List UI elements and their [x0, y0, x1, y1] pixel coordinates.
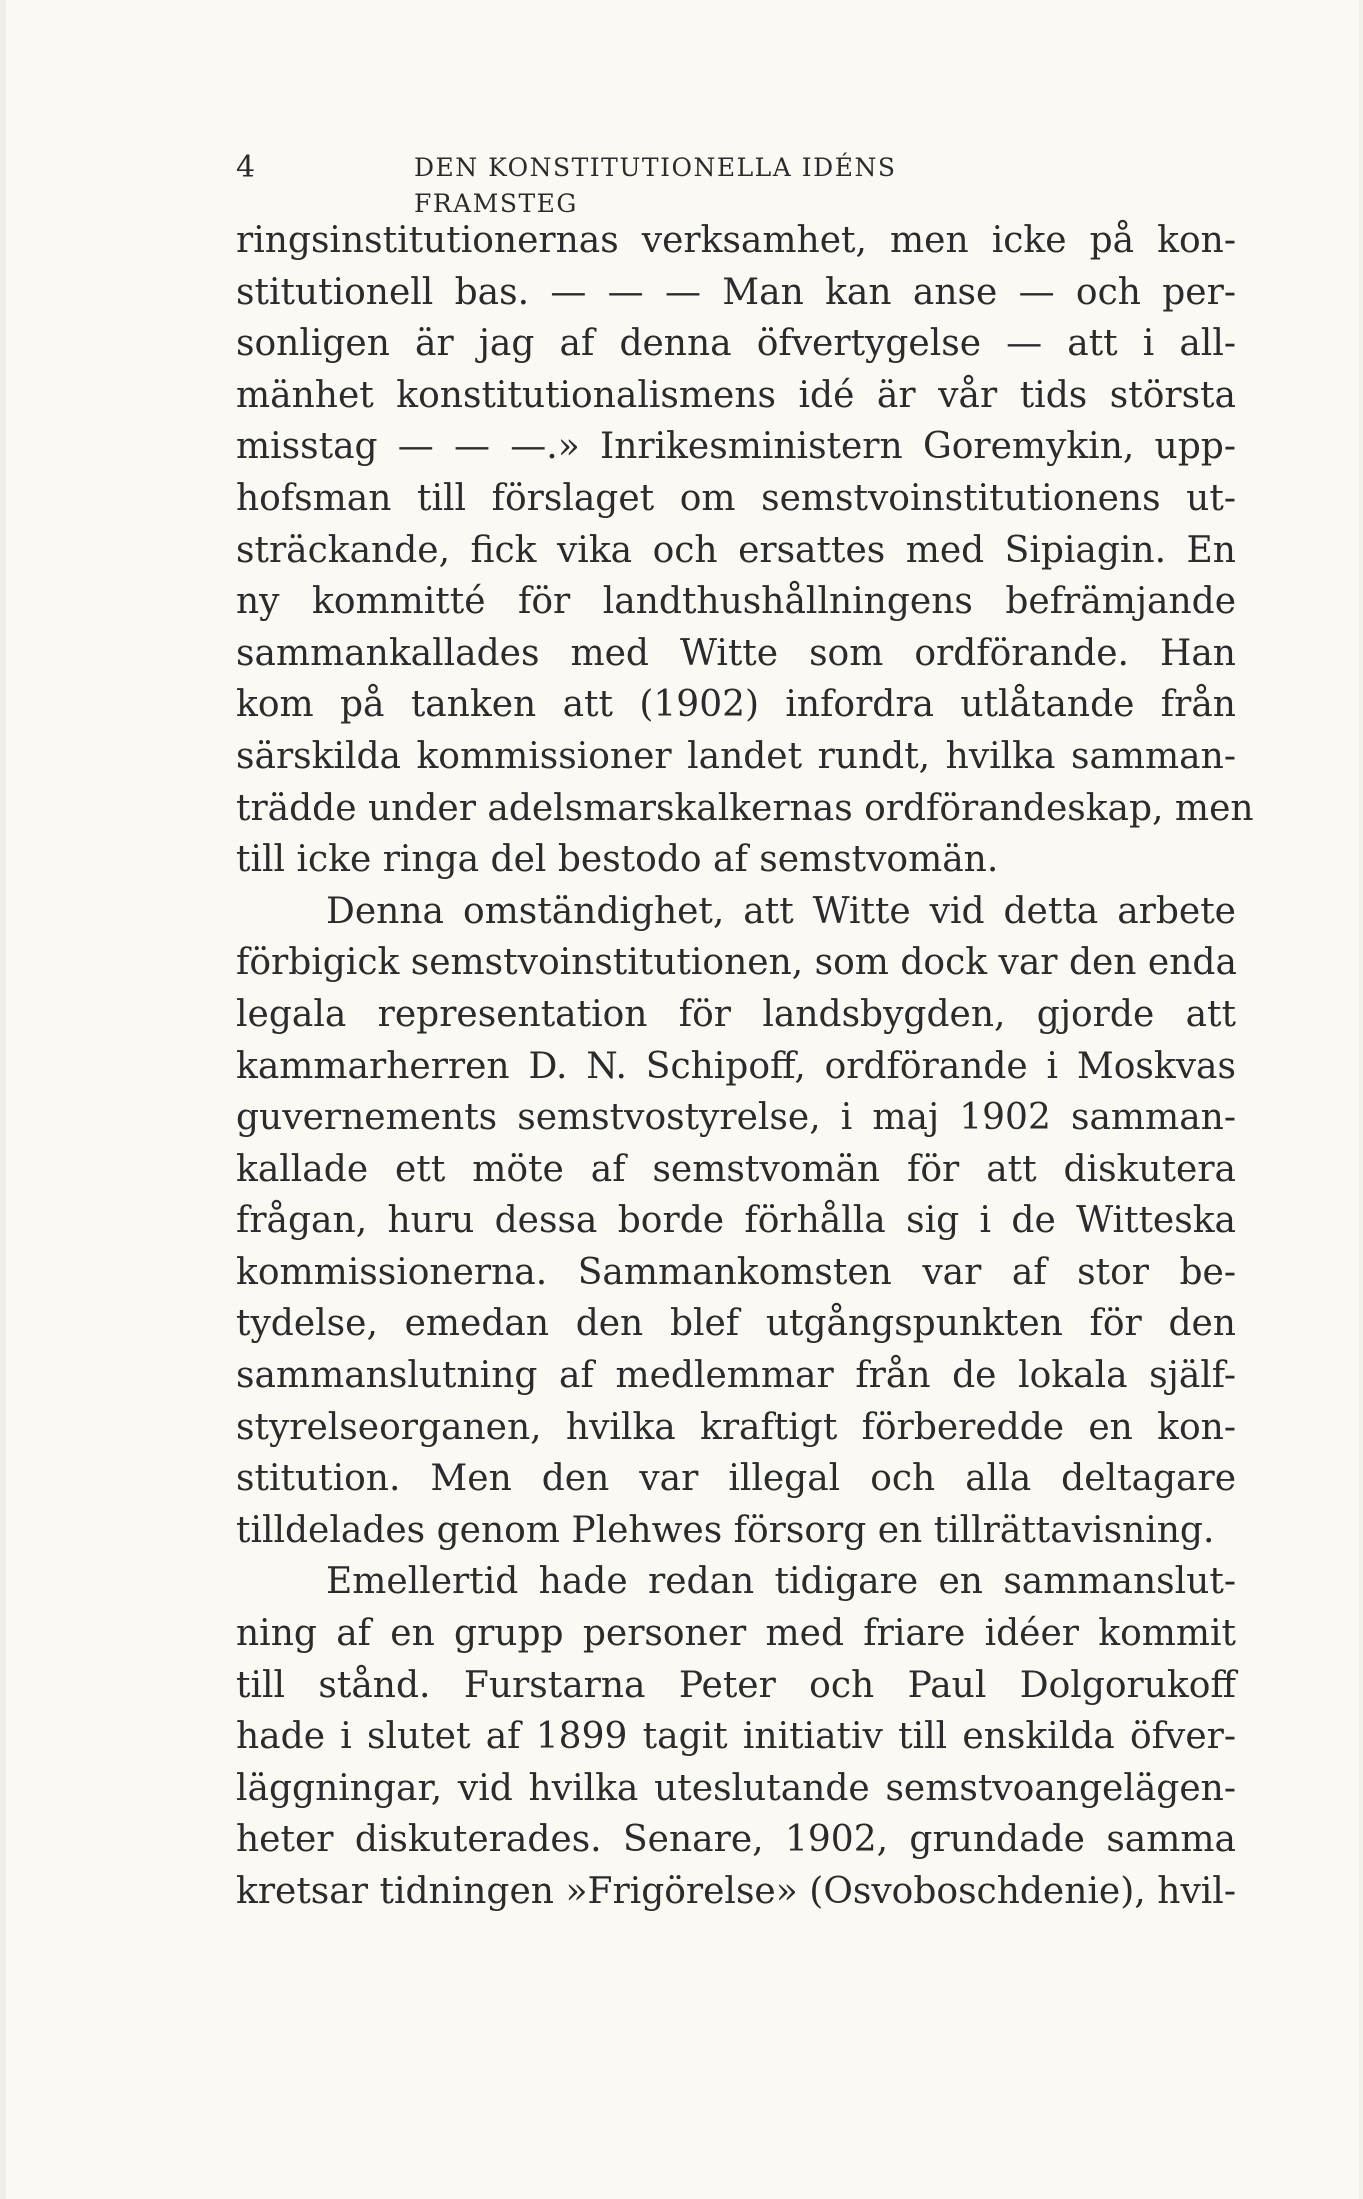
text-line: ning af en grupp personer med friare idéer kommit [236, 1613, 1236, 1655]
body-text [236, 215, 1254, 1918]
text-line: legala representation för landsbygden, gjorde att [236, 993, 1236, 1035]
text-line: hade i slutet af 1899 tagit initiativ till enskilda öfver- [236, 1716, 1236, 1758]
text-line: stitution. Men den var illegal och alla deltagare [236, 1458, 1236, 1500]
text-line: kallade ett möte af semstvomän för att diskutera [236, 1148, 1236, 1190]
text-line: kretsar tidningen »Frigörelse» (Osvoboschdenie), hvil- [236, 1871, 1236, 1912]
text-line: kommissionerna. Sammankomsten var af stor be- [236, 1251, 1236, 1293]
text-line: kom på tanken att (1902) infordra utlåtande från [236, 684, 1236, 726]
paragraph-last-line: till icke ringa del bestodo af semstvomän. [236, 839, 999, 881]
text-line: trädde under adelsmarskalkernas ordförandeskap, men [236, 787, 1254, 829]
text-line: tydelse, emedan den blef utgångspunkten för den [236, 1303, 1236, 1345]
text-line: styrelseorganen, hvilka kraftigt förberedde en kon- [236, 1406, 1236, 1448]
running-title: DEN KONSTITUTIONELLA IDÉNS FRAMSTEG [414, 153, 897, 218]
text-line: guvernements semstvostyrelse, i maj 1902 samman- [236, 1097, 1236, 1139]
text-line: frågan, huru dessa borde förhålla sig i de Witteska [236, 1200, 1236, 1242]
paragraph-first-line: Emellertid hade redan tidigare en sammanslut- [326, 1561, 1236, 1603]
text-line: läggningar, vid hvilka uteslutande semstvoangelägen- [236, 1767, 1236, 1809]
running-header [236, 148, 1066, 218]
text-line: ringsinstitutionernas verksamhet, men icke på kon- [236, 220, 1236, 261]
text-line: hofsman till förslaget om semstvoinstitutionens ut- [236, 477, 1236, 519]
text-line: kammarherren D. N. Schipoff, ordförande i Moskvas [236, 1045, 1236, 1087]
paragraph-first-line: Denna omständighet, att Witte vid detta arbete [326, 890, 1236, 932]
text-line: särskilda kommissioner landet rundt, hvilka samman- [236, 735, 1236, 777]
text-line: heter diskuterades. Senare, 1902, grundade samma [236, 1819, 1236, 1861]
text-line: sonligen är jag af denna öfvertygelse — att i all- [236, 323, 1236, 365]
text-line: misstag — — —.» Inrikesministern Goremykin, upp- [236, 426, 1236, 468]
text-line: sammankallades med Witte som ordförande. Han [236, 632, 1236, 674]
page-number: 4 [236, 150, 256, 185]
text-line: stitutionell bas. — — — Man kan anse — och per- [236, 271, 1236, 313]
text-line: sträckande, fick vika och ersattes med Sipiagin. En [236, 529, 1236, 571]
text-line: mänhet konstitutionalismens idé är vår tids största [236, 374, 1236, 416]
text-line: förbigick semstvoinstitutionen, som dock var den enda [236, 942, 1237, 984]
text-line: till stånd. Furstarna Peter och Paul Dolgorukoff [236, 1664, 1236, 1706]
text-line: ny kommitté för landthushållningens befrämjande [236, 581, 1236, 623]
text-line: sammanslutning af medlemmar från de lokala själf- [236, 1355, 1236, 1397]
paragraph-last-line: tilldelades genom Plehwes försorg en tillrättavisning. [236, 1509, 1215, 1551]
